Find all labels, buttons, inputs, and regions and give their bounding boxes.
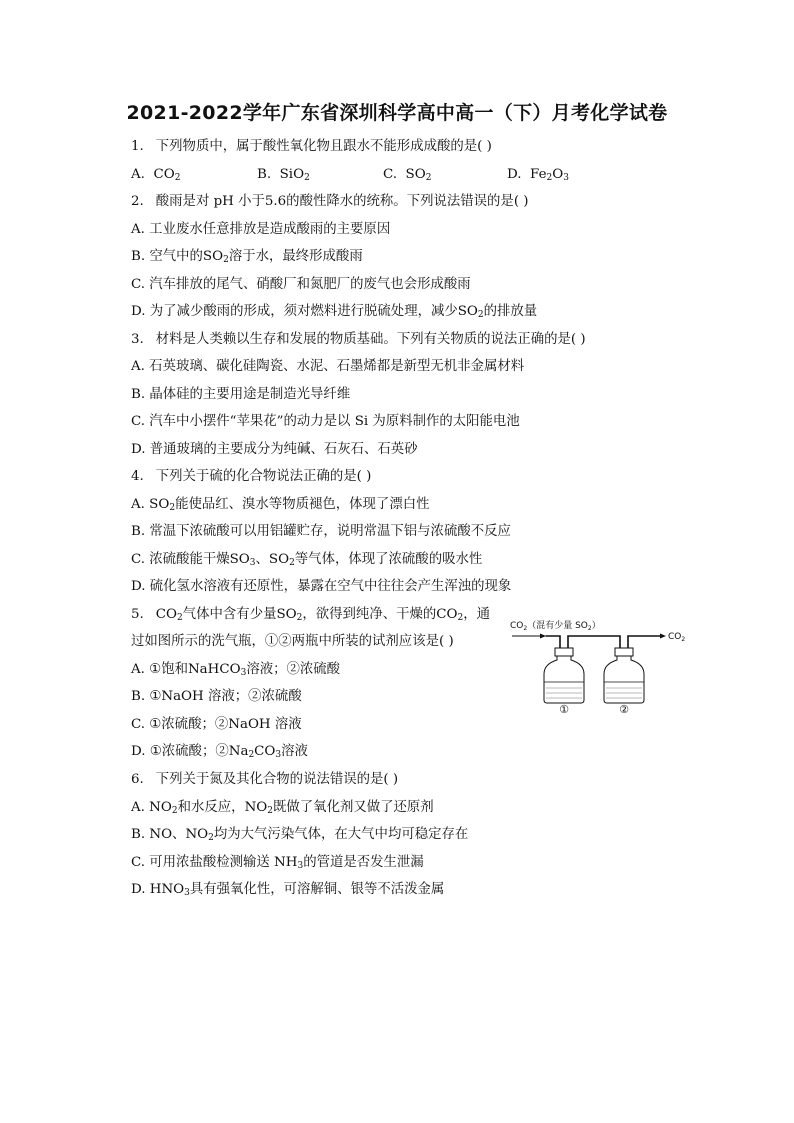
question-number: 2. (131, 194, 144, 209)
question-3-stem (131, 331, 586, 349)
question-number: 1. (131, 139, 144, 154)
question-4-option-c: C. 浓硫酸能干燥$SO_3$、$SO_2$等气体，体现了浓硫酸的吸水性 (131, 552, 483, 568)
bottle-1 (544, 656, 584, 703)
question-2-stem (131, 193, 529, 211)
question-2-option-a: A. 工业废水任意排放是造成酸雨的主要原因 (131, 222, 391, 237)
question-6-option-a: A. $NO_2$和水反应，$NO_2$既做了氧化剂又做了还原剂 (131, 800, 434, 816)
question-2-option-c: C. 汽车排放的尾气、硝酸厂和氮肥厂的废气也会形成酸雨 (131, 277, 471, 292)
question-1-options (131, 166, 569, 184)
question-6-stem (131, 771, 398, 789)
question-number: 4. (131, 469, 144, 484)
question-1-stem (131, 138, 492, 156)
washing-bottles-figure (510, 614, 692, 714)
question-6-option-d: D. $HNO_3$具有强氧化性，可溶解铜、银等不活泼金属 (131, 882, 445, 898)
question-3-option-d: D. 普通玻璃的主要成分为纯碱、石灰石、石英砂 (131, 442, 418, 457)
outlet-arrow-icon (660, 634, 666, 639)
option-b: B. SiO$_2$ (257, 167, 310, 183)
question-5-option-d: D. ①浓硫酸；$②Na_2CO_3$溶液 (131, 744, 308, 760)
question-5-option-c: C. ①浓硫酸；②NaOH 溶液 (131, 717, 302, 732)
bottle-2-stopper (615, 648, 633, 656)
question-text: $CO_2$气体中含有少量$SO_2$，欲得到纯净、干燥的$CO_2$，通 (155, 607, 491, 623)
inlet-arrow-icon (540, 634, 546, 639)
question-text: 下列关于硫的化合物说法正确的是( ) (155, 469, 372, 484)
question-5-stem (131, 606, 490, 624)
question-text: 酸雨是对 pH 小于5.6的酸性降水的统称。下列说法错误的是( ) (155, 194, 529, 209)
question-text: 材料是人类赖以生存和发展的物质基础。下列有关物质的说法正确的是( ) (155, 332, 586, 347)
question-6-option-b: B. NO、$NO_2$均为大气污染气体，在大气中均可稳定存在 (131, 827, 469, 843)
question-4-option-a: A. $SO_2$能使品红、溴水等物质褪色，体现了漂白性 (131, 497, 430, 513)
question-6-option-c: C. 可用浓盐酸检测输送 $NH_3$的管道是否发生泄漏 (131, 855, 424, 871)
washing-bottles-diagram (510, 614, 692, 714)
page-title: 2021-2022学年广东省深圳科学高中高一（下）月考化学试卷 (126, 102, 668, 124)
option-c: C. $SO_2$ (383, 167, 432, 183)
question-5-stem-continued: 过如图所示的洗气瓶，①②两瓶中所装的试剂应该是( ) (131, 634, 454, 649)
question-5-option-b: B. ①NaOH 溶液；②浓硫酸 (131, 689, 302, 704)
question-2-option-d: D. 为了减少酸雨的形成，须对燃料进行脱硫处理，减少$SO_2$的排放量 (131, 304, 538, 320)
question-number: 6. (131, 772, 144, 787)
question-4-stem (131, 468, 371, 486)
question-4-option-d: D. 硫化氢水溶液有还原性，暴露在空气中往往会产生浑浊的现象 (131, 579, 512, 594)
question-text: 下列物质中，属于酸性氧化物且跟水不能形成成酸的是( ) (155, 139, 492, 154)
option-a: A. $CO_2$ (131, 167, 181, 183)
question-4-option-b: B. 常温下浓硫酸可以用铝罐贮存，说明常温下铝与浓硫酸不反应 (131, 524, 511, 539)
question-5-option-a: A. ①饱和NaHCO$_3$溶液；②浓硫酸 (131, 662, 341, 678)
outlet-label: $CO_2$ (668, 632, 686, 643)
bottle-1-stopper (555, 648, 573, 656)
option-d: D. $Fe_2O_3$ (507, 167, 569, 183)
question-3-option-c: C. 汽车中小摆件“苹果花”的动力是以 Si 为原料制作的太阳能电池 (131, 414, 520, 429)
question-number: 5. (131, 607, 144, 622)
bottle-2-label: ② (619, 703, 629, 714)
question-text: 下列关于氮及其化合物的说法错误的是( ) (155, 772, 399, 787)
question-number: 3. (131, 332, 144, 347)
inlet-label: $CO_2$（混有少量 $SO_2$） (510, 621, 601, 632)
question-3-option-a: A. 石英玻璃、碳化硅陶瓷、水泥、石墨烯都是新型无机非金属材料 (131, 359, 525, 374)
bottle-1-label: ① (559, 703, 569, 714)
question-2-option-b: B. 空气中的$SO_2$溶于水，最终形成酸雨 (131, 249, 363, 265)
bottle-2 (604, 656, 644, 703)
question-3-option-b: B. 晶体硅的主要用途是制造光导纤维 (131, 387, 351, 402)
